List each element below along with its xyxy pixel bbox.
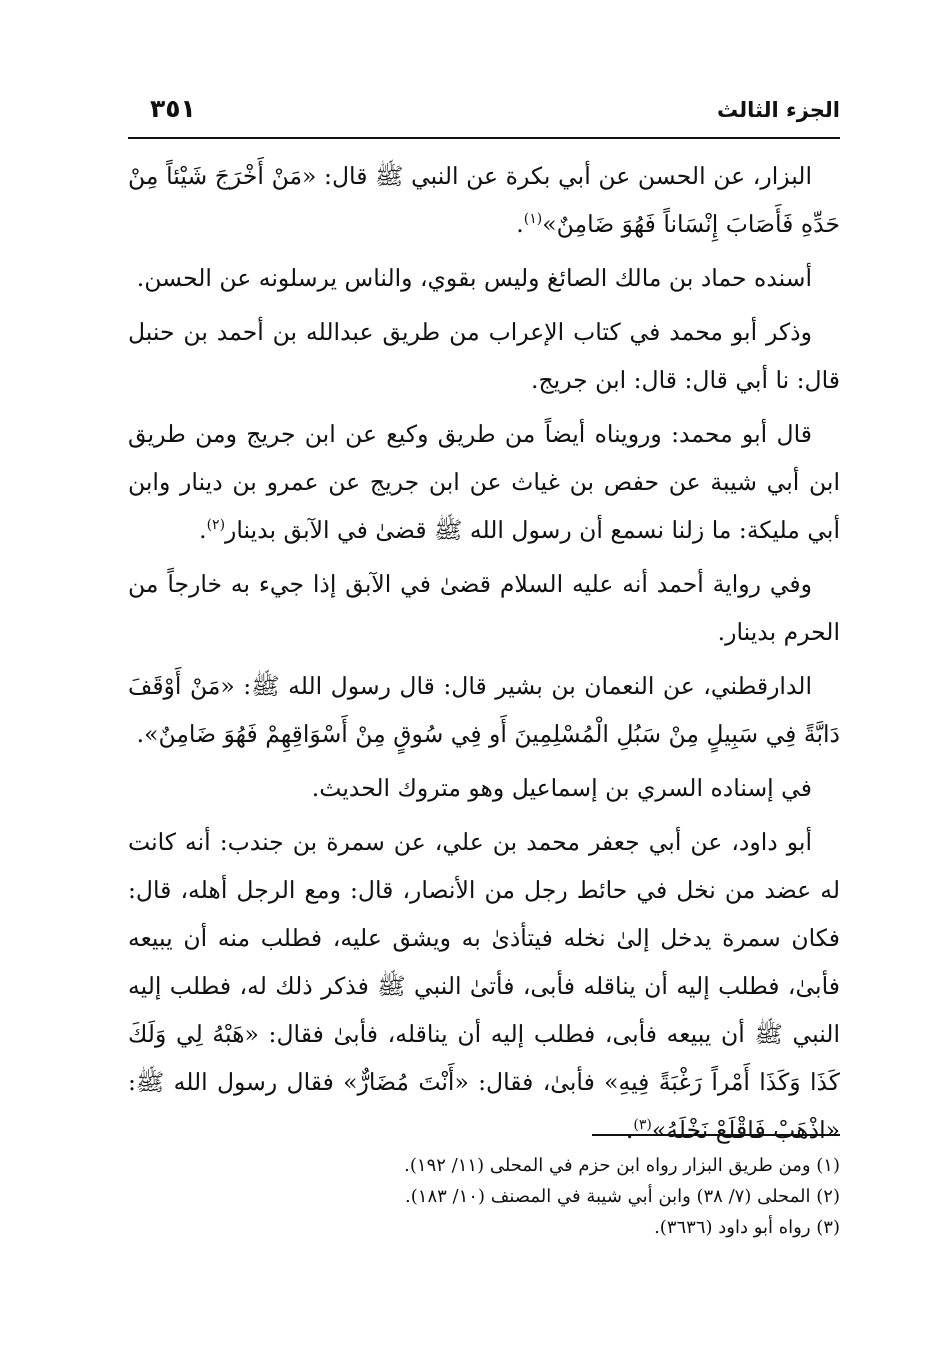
- footnote-marker: (٣): [633, 1117, 652, 1134]
- footnote-marker: (١): [523, 211, 543, 228]
- paragraph: الدارقطني، عن النعمان بن بشير قال: قال رسول الله ﷺ: «مَنْ أَوْقَفَ دَابَّةً فِي سَبِيلٍ مِنْ سَبُلِ الْمُسْلِمِينَ أَو فِي سُوقٍ مِنْ أَسْوَاقِهِمْ فَهُوَ ضَامِنٌ».: [128, 672, 840, 748]
- paragraph: [128, 152, 840, 248]
- paragraph-text: قال أبو محمد: ورويناه أيضاً من طريق وكيع عن ابن جريج ومن طريق ابن أبي شيبة عن حفص بن غياث عن ابن جريج عن عمرو بن دينار وابن أبي مليكة: ما زلنا نسمع أن رسول الله ﷺ قضىٰ في الآبق بدينار: [128, 420, 840, 544]
- page-header: [128, 92, 840, 132]
- footnote-rule: [592, 1134, 840, 1136]
- footnote: (٣) رواه أبو داود (٣٦٣٦).: [654, 1217, 840, 1238]
- footnotes: [128, 1150, 840, 1243]
- footnote: (٢) المحلى (٧/ ٣٨) وابن أبي شيبة في المصنف (١٠/ ١٨٣).: [405, 1186, 840, 1207]
- paragraph-text: البزار، عن الحسن عن أبي بكرة عن النبي ﷺ قال: «مَنْ أَخْرَجَ شَيْئاً مِنْ حَدِّهِ فَأَصَابَ إِنْسَاناً فَهُوَ ضَامِنٌ»: [128, 162, 840, 238]
- footnote: (١) ومن طريق البزار رواه ابن حزم في المحلى (١١/ ١٩٢).: [404, 1155, 840, 1176]
- paragraph-tail: .: [199, 516, 207, 544]
- paragraph-tail: .: [625, 1116, 634, 1144]
- running-title: الجزء الثالث: [717, 98, 840, 122]
- footnote-marker: (٢): [206, 517, 226, 534]
- paragraph: [128, 818, 840, 1154]
- body-text: [128, 152, 840, 1160]
- paragraph-tail: .: [516, 210, 524, 238]
- paragraph: في إسناده السري بن إسماعيل وهو متروك الحديث.: [311, 774, 812, 802]
- page-number: ٣٥١: [150, 94, 196, 123]
- paragraph-text: أبو داود، عن أبي جعفر محمد بن علي، عن سمرة بن جندب: أنه كانت له عضد من نخل في حائط رجل من الأنصار، قال: ومع الرجل أهله، قال: فكان سمرة يدخل إلىٰ نخله فيتأذىٰ به ويشق عليه، فطلب منه أن يبيعه فأبىٰ، فطلب إليه أن يناقله فأبى، فأتىٰ النبي ﷺ فذكر ذلك له، فطلب إليه النبي ﷺ أن يبيعه فأبى، فطلب إليه أن يناقله، فأبىٰ فقال: «هَبْهُ لِي وَلَكَ كَذَا وَكَذَا أَمْراً رَغْبَةً فِيهِ» فأبىٰ، فقال: «أَنْتَ مُضَارٌّ» فقال رسول الله ﷺ: «اذْهَبْ فَاقْلَعْ نَخْلَهُ»: [128, 828, 840, 1144]
- paragraph: أسنده حماد بن مالك الصائغ وليس بقوي، والناس يرسلونه عن الحسن.: [136, 264, 812, 292]
- header-rule: [128, 137, 840, 139]
- paragraph: وذكر أبو محمد في كتاب الإعراب من طريق عبدالله بن أحمد بن حنبل قال: نا أبي قال: قال: ابن جريج.: [128, 318, 840, 394]
- paragraph: [128, 410, 840, 554]
- paragraph: وفي رواية أحمد أنه عليه السلام قضىٰ في الآبق إذا جيء به خارجاً من الحرم بدينار.: [128, 570, 840, 646]
